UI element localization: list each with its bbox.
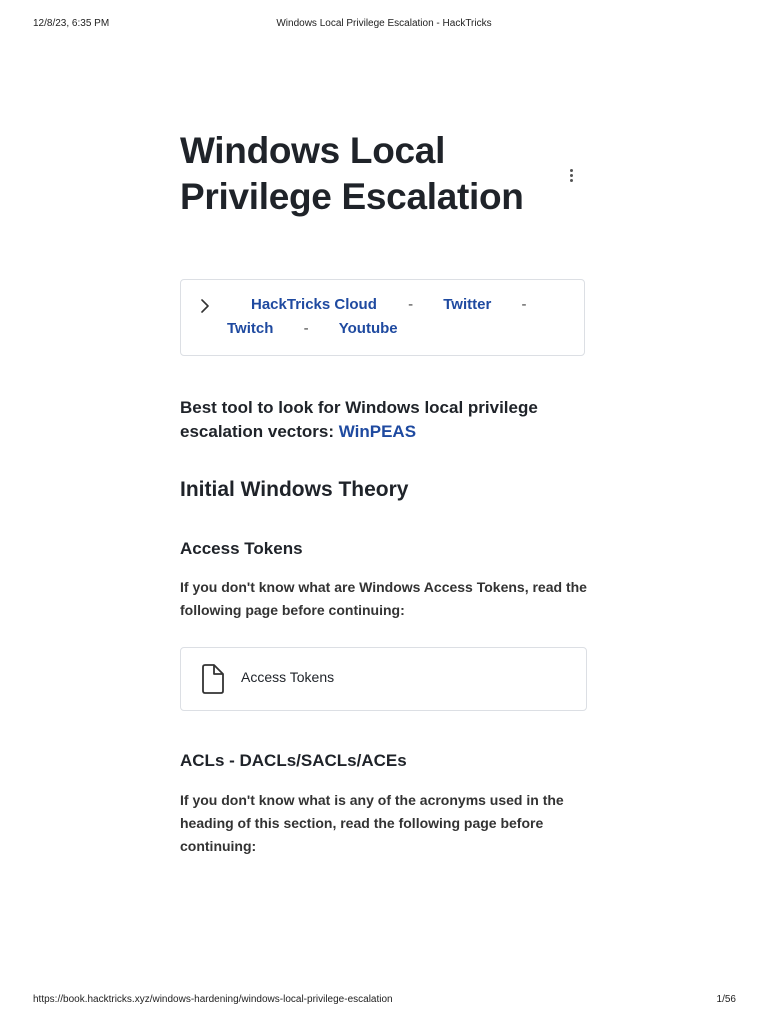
social-links-box	[180, 279, 585, 356]
access-tokens-paragraph: If you don't know what are Windows Access Tokens, read the following page before continuing:	[180, 579, 587, 618]
kebab-menu-icon[interactable]	[568, 169, 574, 185]
intro-text-body: Best tool to look for Windows local privilege escalation vectors:	[180, 398, 538, 441]
page-title-line2: Privilege Escalation	[180, 176, 524, 217]
winpeas-link[interactable]: WinPEAS	[338, 422, 417, 441]
heading-access-tokens: Access Tokens	[180, 539, 303, 558]
main-content	[180, 128, 588, 854]
print-page-number: 1/56	[716, 994, 736, 1005]
document-icon	[200, 664, 226, 694]
print-date: 12/8/23, 6:35 PM	[33, 18, 110, 29]
links-line-2	[227, 320, 398, 338]
print-doc-title: Windows Local Privilege Escalation - HackTricks	[276, 18, 492, 29]
access-tokens-card-label: Access Tokens	[241, 669, 335, 685]
link-separator: -	[408, 296, 414, 313]
page-title	[180, 128, 588, 220]
chevron-right-icon[interactable]	[200, 299, 210, 313]
print-url: https://book.hacktricks.xyz/windows-hardening/windows-local-privilege-escalation	[33, 994, 393, 1005]
heading-acls: ACLs - DACLs/SACLs/ACEs	[180, 751, 407, 770]
page-title-line1: Windows Local	[180, 130, 446, 171]
access-tokens-page-link[interactable]	[180, 647, 587, 711]
youtube-link[interactable]: Youtube	[338, 320, 398, 337]
print-header	[0, 18, 768, 32]
links-line-1	[251, 296, 526, 314]
hacktricks-cloud-link[interactable]: HackTricks Cloud	[251, 296, 377, 313]
link-separator: -	[303, 320, 309, 337]
intro-text	[180, 396, 588, 444]
acls-paragraph: If you don't know what is any of the acronyms used in the heading of this section, read the following page before continuing:	[180, 792, 564, 854]
twitch-link[interactable]: Twitch	[227, 320, 274, 337]
twitter-link[interactable]: Twitter	[443, 296, 492, 313]
link-separator: -	[521, 296, 527, 313]
heading-initial-windows-theory: Initial Windows Theory	[180, 478, 409, 501]
